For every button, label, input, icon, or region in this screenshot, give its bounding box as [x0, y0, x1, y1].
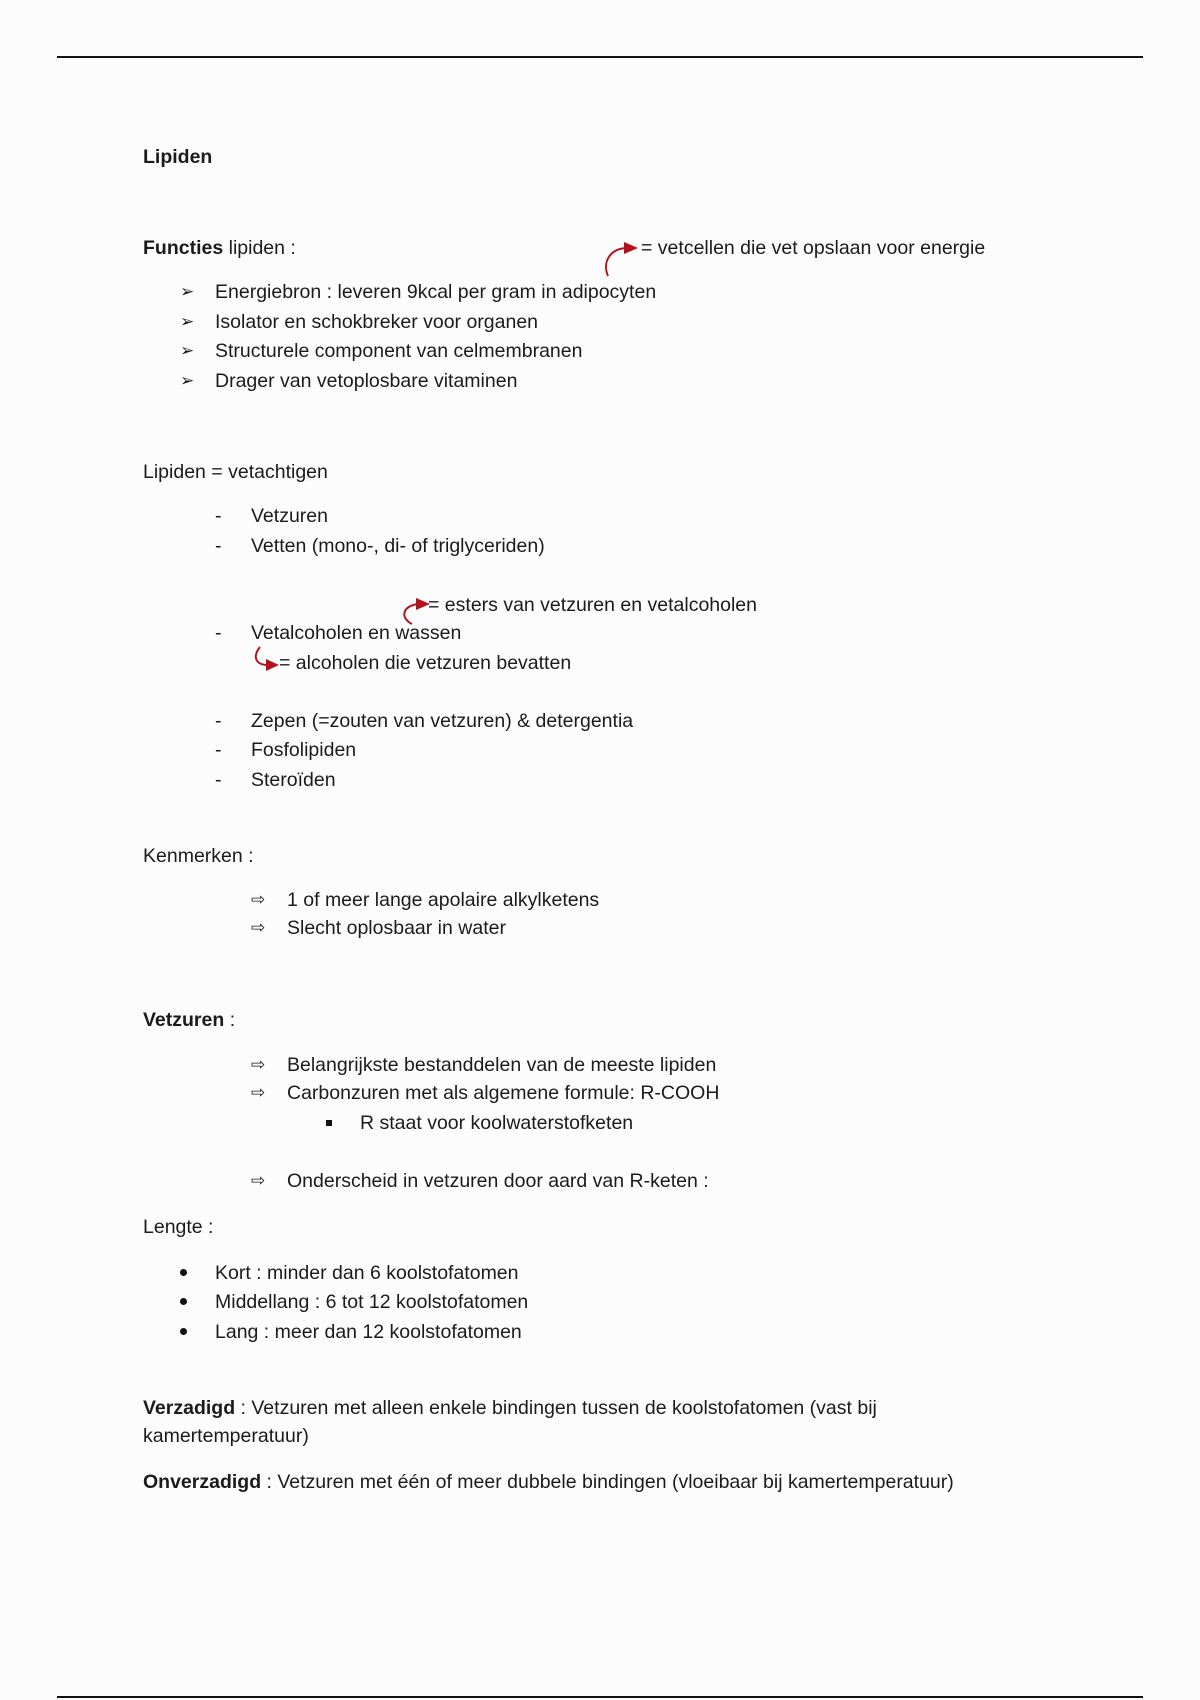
sub-list-item: R staat voor koolwaterstofketen [360, 1112, 634, 1134]
dash-bullet: - [215, 535, 222, 557]
arrowhead-bullet-icon: ➢ [180, 282, 195, 301]
verzadigd-definition [143, 1396, 877, 1420]
list-item: Lang : meer dan 12 koolstofatomen [215, 1321, 522, 1343]
list-item: Vetalcoholen en wassen [251, 622, 462, 644]
functies-heading [143, 236, 296, 260]
vetzuren-heading-rest: : [224, 1009, 236, 1031]
alcoholen-annotation: = alcoholen die vetzuren bevatten [279, 652, 572, 674]
list-item: Onderscheid in vetzuren door aard van R-keten : [287, 1170, 709, 1192]
arrowhead-bullet-icon: ➢ [180, 341, 195, 360]
lipiden-definition-heading: Lipiden = vetachtigen [143, 461, 328, 483]
list-item: Energiebron : leveren 9kcal per gram in adipocyten [215, 281, 657, 303]
esters-annotation: = esters van vetzuren en vetalcoholen [428, 594, 757, 616]
list-item: Vetten (mono-, di- of triglyceriden) [251, 535, 545, 557]
list-item: Slecht oplosbaar in water [287, 917, 506, 939]
list-item: Middellang : 6 tot 12 koolstofatomen [215, 1291, 529, 1313]
list-item: Fosfolipiden [251, 739, 357, 761]
dash-bullet: - [215, 622, 222, 644]
list-item: Vetzuren [251, 505, 328, 527]
list-item: Belangrijkste bestanddelen van de meeste lipiden [287, 1054, 717, 1076]
onverzadigd-definition [143, 1470, 954, 1494]
dash-bullet: - [215, 505, 222, 527]
top-rule [57, 56, 1143, 58]
verzadigd-term: Verzadigd [143, 1397, 236, 1419]
verzadigd-text: : Vetzuren met alleen enkele bindingen tussen de koolstofatomen (vast bij [235, 1397, 877, 1419]
bottom-rule [57, 1696, 1143, 1698]
functies-heading-rest: lipiden : [223, 237, 296, 259]
hollow-arrow-bullet-icon: ⇨ [251, 1055, 266, 1074]
dot-bullet-icon [180, 1328, 187, 1335]
verzadigd-text-continued: kamertemperatuur) [143, 1425, 309, 1447]
kenmerken-heading: Kenmerken : [143, 845, 254, 867]
arrowhead-bullet-icon: ➢ [180, 312, 195, 331]
lengte-heading: Lengte : [143, 1216, 214, 1238]
annotation-arrow-icon [252, 645, 280, 675]
arrowhead-bullet-icon: ➢ [180, 371, 195, 390]
vetzuren-heading [143, 1008, 235, 1032]
list-item: Carbonzuren met als algemene formule: R-COOH [287, 1082, 720, 1104]
functies-heading-bold: Functies [143, 237, 224, 259]
list-item: Zepen (=zouten van vetzuren) & detergentia [251, 710, 634, 732]
list-item: Steroïden [251, 769, 336, 791]
list-item: Kort : minder dan 6 koolstofatomen [215, 1262, 519, 1284]
list-item: Drager van vetoplosbare vitaminen [215, 370, 518, 392]
hollow-arrow-bullet-icon: ⇨ [251, 890, 266, 909]
dot-bullet-icon [180, 1269, 187, 1276]
hollow-arrow-bullet-icon: ⇨ [251, 1083, 266, 1102]
annotation-arrow-icon [600, 238, 640, 278]
square-bullet-icon [326, 1120, 332, 1126]
onverzadigd-text: : Vetzuren met één of meer dubbele bindingen (vloeibaar bij kamertemperatuur) [261, 1471, 954, 1493]
functies-annotation: = vetcellen die vet opslaan voor energie [641, 237, 986, 259]
list-item: 1 of meer lange apolaire alkylketens [287, 889, 600, 911]
list-item: Isolator en schokbreker voor organen [215, 311, 539, 333]
dash-bullet: - [215, 710, 222, 732]
vetzuren-heading-bold: Vetzuren [143, 1009, 225, 1031]
onverzadigd-term: Onverzadigd [143, 1471, 262, 1493]
page-title: Lipiden [143, 146, 213, 168]
list-item: Structurele component van celmembranen [215, 340, 583, 362]
dash-bullet: - [215, 739, 222, 761]
hollow-arrow-bullet-icon: ⇨ [251, 1171, 266, 1190]
dash-bullet: - [215, 769, 222, 791]
dot-bullet-icon [180, 1298, 187, 1305]
hollow-arrow-bullet-icon: ⇨ [251, 918, 266, 937]
